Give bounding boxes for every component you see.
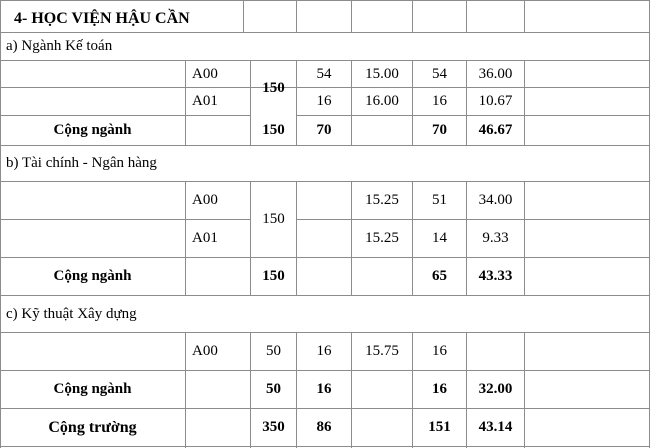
block-code: A01 [192,93,218,109]
cell-value [467,333,524,370]
rule [524,181,525,295]
rule [351,0,352,32]
subtotal-value: 46.67 [478,122,513,138]
block-code: A00 [192,343,218,359]
cell-value: 36.00 [478,65,513,82]
school-total-value [352,409,412,446]
subtotal-value: 43.33 [478,268,513,284]
cell-value [297,182,351,219]
school-total-value: 350 [262,419,285,435]
cell-value: 15.00 [365,65,399,82]
rule [412,0,413,32]
block-code: A01 [192,230,218,246]
cell-value: 34.00 [478,192,513,208]
quota-value: 150 [262,79,285,96]
rule [0,0,650,1]
rule [524,0,525,32]
subtotal-value: 16 [432,381,447,397]
school-total-value: 86 [316,419,332,435]
subtotal-value: 70 [432,122,447,138]
rule [0,446,650,447]
section-title: 4- HỌC VIỆN HẬU CẦN [14,10,190,27]
subtotal-value: 150 [262,122,285,138]
subtotal-value [352,258,412,295]
subtotal-value: 150 [262,268,285,284]
major-name: b) Tài chính - Ngân hàng [6,155,157,171]
school-total-value: 43.14 [478,419,513,435]
quota-value: 150 [262,211,285,227]
cell-value: 15.25 [365,192,399,208]
rule [524,60,525,145]
rule [466,0,467,32]
cell-value: 16 [316,343,332,359]
cell-value: 16 [432,93,447,109]
subtotal-label: Cộng ngành [53,381,132,397]
cell-value: 9.33 [482,230,509,246]
subtotal-value: 70 [316,122,332,138]
school-total-label: Cộng trường [48,418,137,436]
school-total-value: 151 [428,419,451,435]
subtotal-value: 32.00 [478,381,513,397]
cell-value: 54 [432,65,447,82]
rule [524,332,525,448]
cell-value: 10.67 [478,93,513,109]
subtotal-value: 65 [432,268,447,284]
cell-value: 51 [432,192,447,208]
subtotal-value: 50 [266,381,281,397]
major-name: a) Ngành Kế toán [6,38,113,54]
block-code: A00 [192,192,218,208]
cell-value: 15.75 [365,343,399,359]
cell-value: 14 [432,230,447,246]
cell-value: 54 [316,65,332,82]
subtotal-value [352,371,412,408]
rule [243,0,244,32]
subtotal-label: Cộng ngành [53,268,132,284]
cell-value: 50 [266,343,281,359]
cell-value: 16.00 [365,93,399,109]
block-code: A00 [192,65,218,82]
cell-value [297,220,351,257]
subtotal-value [297,258,351,295]
subtotal-value: 16 [316,381,332,397]
subtotal-value [352,116,412,145]
major-name: c) Kỹ thuật Xây dựng [6,305,137,322]
cell-value: 16 [432,343,447,359]
subtotal-label: Cộng ngành [53,122,132,138]
cell-value: 15.25 [365,230,399,246]
cell-value: 16 [316,93,332,109]
rule [296,0,297,32]
